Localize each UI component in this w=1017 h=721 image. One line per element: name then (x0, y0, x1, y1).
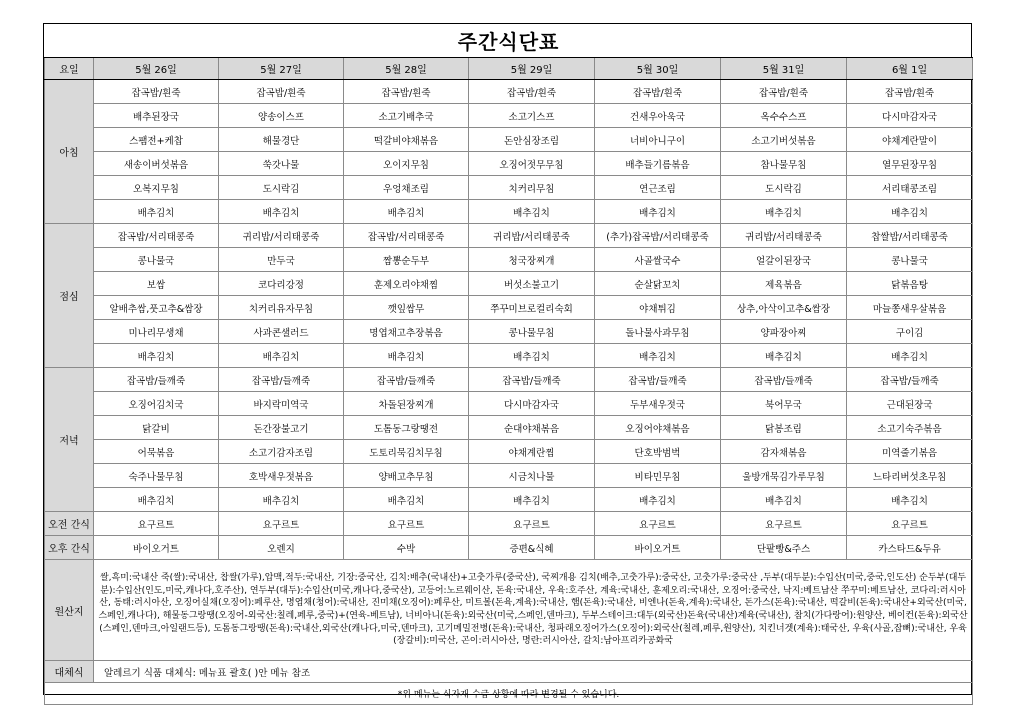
footer-note: *위 메뉴는 식자재 수급 상황에 따라 변경될 수 있습니다. (45, 683, 973, 705)
menu-item: 도시락김 (721, 176, 847, 200)
menu-row (45, 368, 973, 392)
origin-label: 원산지 (45, 560, 94, 661)
menu-item: 깻잎쌈무 (344, 296, 469, 320)
menu-item: 치커리무침 (469, 176, 595, 200)
menu-row (45, 248, 973, 272)
menu-item: 호박새우젓볶음 (219, 464, 344, 488)
menu-row (45, 344, 973, 368)
menu-item: 잡곡밥/들깨죽 (847, 368, 973, 392)
menu-item: 시금치나물 (469, 464, 595, 488)
menu-item: 배추김치 (344, 488, 469, 512)
day-header: 5월 26일 (94, 58, 219, 80)
menu-item: 구이김 (847, 320, 973, 344)
menu-item: 돈안심장조림 (469, 128, 595, 152)
menu-item: 배추김치 (94, 200, 219, 224)
menu-item: 배추김치 (595, 344, 721, 368)
menu-item: 배추김치 (595, 200, 721, 224)
menu-item: 다시마감자국 (469, 392, 595, 416)
alternative-text: 알레르기 식품 대체식: 메뉴표 괄호( )안 메뉴 참조 (94, 661, 973, 683)
menu-item: 닭볶음탕 (847, 272, 973, 296)
menu-item: 연근조림 (595, 176, 721, 200)
snack-item: 바이오거트 (94, 536, 219, 560)
menu-item: 참나물무침 (721, 152, 847, 176)
menu-item: 도톰동그랑땡전 (344, 416, 469, 440)
day-header: 5월 28일 (344, 58, 469, 80)
menu-item: 알배추쌈,풋고추&쌈장 (94, 296, 219, 320)
menu-item: 건새우아욱국 (595, 104, 721, 128)
menu-item: 다시마감자국 (847, 104, 973, 128)
menu-item: 느타리버섯초무침 (847, 464, 973, 488)
menu-item: (추가)잡곡밥/서리태콩죽 (595, 224, 721, 248)
menu-row (45, 440, 973, 464)
menu-item: 순대야채볶음 (469, 416, 595, 440)
menu-item: 잡곡밥/들깨죽 (344, 368, 469, 392)
menu-item: 배추들기름볶음 (595, 152, 721, 176)
menu-item: 잡곡밥/들깨죽 (721, 368, 847, 392)
menu-row (45, 224, 973, 248)
snack-item: 증편&식혜 (469, 536, 595, 560)
menu-item: 잡곡밥/흰죽 (94, 80, 219, 104)
menu-item: 양송이스프 (219, 104, 344, 128)
menu-item: 오징어젓무무침 (469, 152, 595, 176)
menu-row (45, 488, 973, 512)
menu-item: 소고기스프 (469, 104, 595, 128)
menu-item: 소고기배추국 (344, 104, 469, 128)
menu-item: 사골쌀국수 (595, 248, 721, 272)
menu-item: 감자채볶음 (721, 440, 847, 464)
menu-item: 콩나물국 (847, 248, 973, 272)
menu-item: 닭봉조림 (721, 416, 847, 440)
menu-item: 비타민무침 (595, 464, 721, 488)
menu-item: 두부새우젓국 (595, 392, 721, 416)
menu-row (45, 392, 973, 416)
menu-item: 사과콘샐러드 (219, 320, 344, 344)
menu-item: 배추김치 (94, 488, 219, 512)
menu-row (45, 152, 973, 176)
menu-item: 배추김치 (595, 488, 721, 512)
menu-item: 쭈꾸미브로컬리숙회 (469, 296, 595, 320)
page-title: 주간식단표 (45, 24, 973, 58)
menu-item: 잡곡밥/들깨죽 (469, 368, 595, 392)
menu-item: 배추김치 (219, 488, 344, 512)
menu-item: 우엉채조림 (344, 176, 469, 200)
menu-item: 울방개묵김가루무침 (721, 464, 847, 488)
menu-item: 상추,아삭이고추&쌈장 (721, 296, 847, 320)
menu-item: 도시락김 (219, 176, 344, 200)
alternative-row (45, 661, 973, 683)
menu-row (45, 416, 973, 440)
menu-row (45, 296, 973, 320)
menu-item: 배추김치 (469, 344, 595, 368)
menu-item: 짬뽕순두부 (344, 248, 469, 272)
menu-item: 야채계란찜 (469, 440, 595, 464)
menu-item: 북어무국 (721, 392, 847, 416)
menu-item: 미역줄기볶음 (847, 440, 973, 464)
menu-item: 잡곡밥/들깨죽 (219, 368, 344, 392)
menu-item: 배추김치 (847, 344, 973, 368)
menu-item: 배추김치 (469, 488, 595, 512)
menu-item: 돈간장불고기 (219, 416, 344, 440)
menu-row (45, 464, 973, 488)
snack-label: 오전 간식 (45, 512, 94, 536)
menu-item: 치커리유자무침 (219, 296, 344, 320)
snack-item: 수박 (344, 536, 469, 560)
day-header: 6월 1일 (847, 58, 973, 80)
menu-item: 귀리밥/서리태콩죽 (219, 224, 344, 248)
snack-item: 단팥빵&주스 (721, 536, 847, 560)
menu-item: 소고기숙주볶음 (847, 416, 973, 440)
menu-item: 얼갈이된장국 (721, 248, 847, 272)
day-header: 5월 27일 (219, 58, 344, 80)
menu-row (45, 176, 973, 200)
menu-item: 어묵볶음 (94, 440, 219, 464)
snack-item: 요구르트 (721, 512, 847, 536)
menu-item: 잡곡밥/들깨죽 (94, 368, 219, 392)
menu-item: 양배고추무침 (344, 464, 469, 488)
menu-item: 찹쌀밥/서리태콩죽 (847, 224, 973, 248)
menu-item: 바지락미역국 (219, 392, 344, 416)
menu-item: 오징어김치국 (94, 392, 219, 416)
menu-item: 명엽채고추장볶음 (344, 320, 469, 344)
meal-name: 아침 (45, 80, 94, 224)
menu-item: 배추김치 (469, 200, 595, 224)
menu-row (45, 320, 973, 344)
menu-item: 차돌된장찌개 (344, 392, 469, 416)
menu-item: 배추김치 (847, 200, 973, 224)
menu-item: 만두국 (219, 248, 344, 272)
menu-item: 옥수수스프 (721, 104, 847, 128)
menu-item: 미나리무생채 (94, 320, 219, 344)
menu-item: 야채계란말이 (847, 128, 973, 152)
menu-item: 콩나물국 (94, 248, 219, 272)
menu-item: 근대된장국 (847, 392, 973, 416)
meal-name: 점심 (45, 224, 94, 368)
menu-item: 배추김치 (94, 344, 219, 368)
menu-item: 배추김치 (721, 200, 847, 224)
snack-row (45, 512, 973, 536)
menu-item: 마늘쫑새우살볶음 (847, 296, 973, 320)
menu-item: 오복지무침 (94, 176, 219, 200)
menu-item: 떡갈비야채볶음 (344, 128, 469, 152)
menu-item: 제육볶음 (721, 272, 847, 296)
menu-item: 배추김치 (847, 488, 973, 512)
origin-row (45, 560, 973, 661)
menu-item: 숙주나물무침 (94, 464, 219, 488)
alternative-label: 대체식 (45, 661, 94, 683)
menu-item: 배추김치 (344, 200, 469, 224)
snack-label: 오후 간식 (45, 536, 94, 560)
menu-item: 잡곡밥/서리태콩죽 (344, 224, 469, 248)
menu-item: 배추김치 (721, 344, 847, 368)
menu-item: 열무된장무침 (847, 152, 973, 176)
menu-item: 닭갈비 (94, 416, 219, 440)
menu-item: 오징어야채볶음 (595, 416, 721, 440)
snack-row (45, 536, 973, 560)
menu-item: 도토리묵김치무침 (344, 440, 469, 464)
menu-item: 야채튀김 (595, 296, 721, 320)
menu-row (45, 80, 973, 104)
menu-item: 귀리밥/서리태콩죽 (721, 224, 847, 248)
menu-row (45, 200, 973, 224)
menu-item: 소고기버섯볶음 (721, 128, 847, 152)
menu-table (44, 24, 973, 705)
menu-item: 스팸전+케찹 (94, 128, 219, 152)
menu-row (45, 272, 973, 296)
menu-item: 배추김치 (219, 344, 344, 368)
menu-item: 배추된장국 (94, 104, 219, 128)
snack-item: 요구르트 (595, 512, 721, 536)
menu-item: 배추김치 (344, 344, 469, 368)
snack-item: 바이오거트 (595, 536, 721, 560)
menu-item: 코다리강정 (219, 272, 344, 296)
menu-item: 쑥갓나물 (219, 152, 344, 176)
day-label: 요일 (45, 58, 94, 80)
menu-item: 배추김치 (721, 488, 847, 512)
menu-item: 서리태콩조림 (847, 176, 973, 200)
menu-item: 순살닭꼬치 (595, 272, 721, 296)
menu-item: 버섯소불고기 (469, 272, 595, 296)
menu-item: 콩나물무침 (469, 320, 595, 344)
note-row (45, 683, 973, 705)
day-header: 5월 30일 (595, 58, 721, 80)
snack-item: 요구르트 (469, 512, 595, 536)
snack-item: 요구르트 (94, 512, 219, 536)
menu-item: 오이지무침 (344, 152, 469, 176)
menu-item: 잡곡밥/흰죽 (219, 80, 344, 104)
snack-item: 요구르트 (219, 512, 344, 536)
menu-row (45, 128, 973, 152)
meal-name: 저녁 (45, 368, 94, 512)
menu-item: 귀리밥/서리태콩죽 (469, 224, 595, 248)
menu-item: 소고기감자조림 (219, 440, 344, 464)
snack-item: 요구르트 (344, 512, 469, 536)
menu-item: 잡곡밥/흰죽 (595, 80, 721, 104)
menu-item: 보쌈 (94, 272, 219, 296)
menu-item: 단호박범벅 (595, 440, 721, 464)
menu-item: 잡곡밥/흰죽 (469, 80, 595, 104)
menu-item: 새송이버섯볶음 (94, 152, 219, 176)
menu-item: 돌나물사과무침 (595, 320, 721, 344)
menu-item: 양파장아찌 (721, 320, 847, 344)
menu-item: 잡곡밥/서리태콩죽 (94, 224, 219, 248)
snack-item: 요구르트 (847, 512, 973, 536)
weekly-menu-sheet (43, 23, 972, 700)
snack-item: 오렌지 (219, 536, 344, 560)
menu-item: 해물경단 (219, 128, 344, 152)
day-header-row (45, 58, 973, 80)
menu-item: 잡곡밥/흰죽 (344, 80, 469, 104)
menu-item: 잡곡밥/흰죽 (721, 80, 847, 104)
day-header: 5월 29일 (469, 58, 595, 80)
menu-row (45, 104, 973, 128)
day-header: 5월 31일 (721, 58, 847, 80)
snack-item: 카스타드&두유 (847, 536, 973, 560)
menu-item: 훈제오리야채찜 (344, 272, 469, 296)
origin-text: 쌀,흑미:국내산 죽(쌀):국내산, 찹쌀(가루),압맥,적두:국내산, 기장:중국산, 김치:배추(국내산)+고춧가루(중국산), 국찌개용 김치(배추,고춧가루):중국산, 고춧가루:중국산 ,두부(대두분):수입산(미국,중국,인도산) 순두부(대두분):수입산(인도,미국,캐나다,호주산), 연두부(대두):수입산(미국,캐나다,중국산), 고등어:노르웨이산, 돈육:국내산, 우육:호주산, 계육:국내산, 훈제오리:국내산, 오징어:중국산, 낙지:베트남산 쭈꾸미:베트남산, 코다리:러시아산, 동태:러시아산, 오징어실채(오징어):페루산, 명엽채(청어):국내산, 진미채(오징어):페루산, 미트볼(돈육,계육):국내산, 햄(돈육):국내산, 비엔나(돈육,계육):국내산, 돈가스(돈육):국내산, 떡갈비(돈육):국내산+외국산(미국,스페인,캐나다), 해물동그랑땡(오징어-외국산:칠레,페루,중국)+(연육-베트남), 너비아니(돈육):외국산(미국,스페인,덴마크), 두부스테이크:대두(외국산)돈육(국내산)계육(국내산), 참치(가다랑어):원양산, 베이컨(돈육):외국산(스페인,덴마크,아일랜드등), 도톰동그랑땡(돈육):국내산,외국산(캐나다,미국,덴마크), 고기메밀전병(돈육):국내산, 청파래오징어가스(오징어):외국산(칠레,페루,원양산), 치킨너겟(계육):태국산, 우육(사골,잡뼈):국내산, 우육(장갈비):미국산, 곤이:러시아산, 명란:러시아산, 갈치:남아프리카공화국 (94, 560, 973, 661)
menu-item: 배추김치 (219, 200, 344, 224)
menu-item: 청국장찌개 (469, 248, 595, 272)
menu-item: 잡곡밥/흰죽 (847, 80, 973, 104)
menu-item: 잡곡밥/들깨죽 (595, 368, 721, 392)
menu-item: 너비아니구이 (595, 128, 721, 152)
